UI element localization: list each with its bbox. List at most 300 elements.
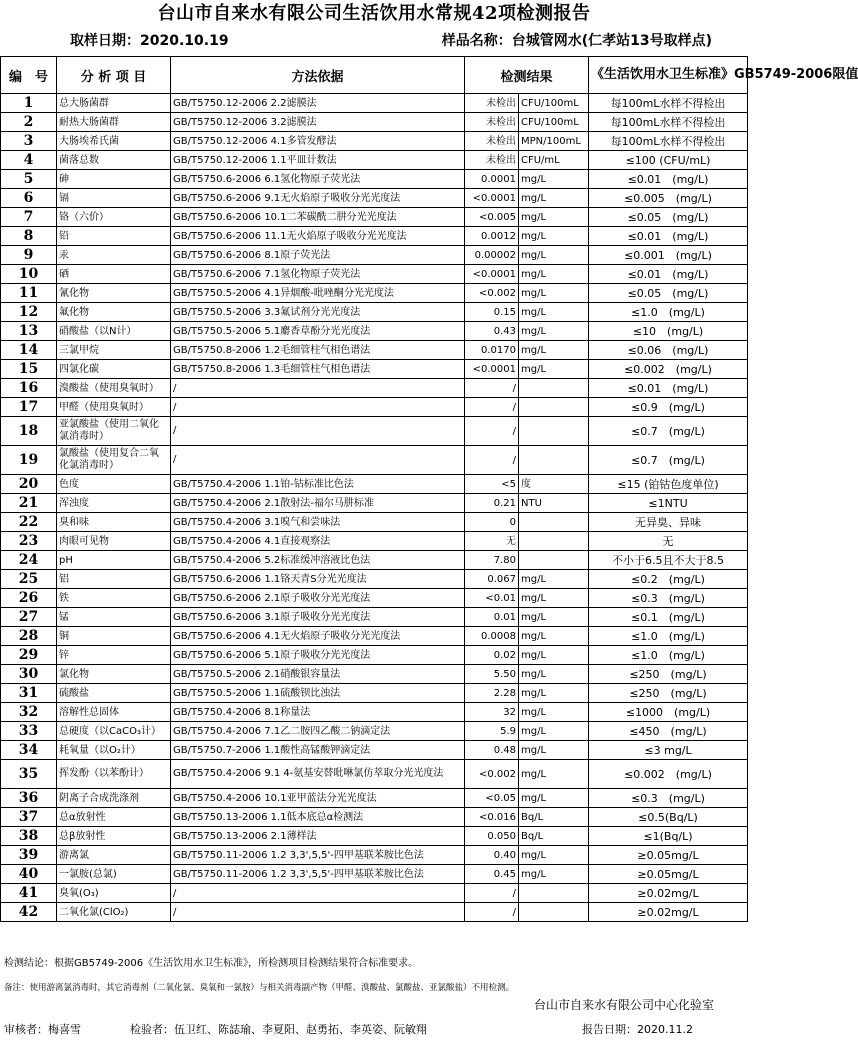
row-unit: mg/L — [519, 341, 589, 360]
row-standard: 无 — [589, 532, 748, 551]
row-number: 21 — [1, 494, 57, 513]
row-item: 耐热大肠菌群 — [57, 113, 171, 132]
row-result: / — [465, 379, 519, 398]
row-unit — [519, 398, 589, 417]
row-method: GB/T5750.4-2006 7.1乙二胺四乙酸二钠滴定法 — [171, 722, 465, 741]
row-method: GB/T5750.6-2006 9.1无火焰原子吸收分光光度法 — [171, 189, 465, 208]
row-number: 13 — [1, 322, 57, 341]
inspectors: 检验者：伍卫红、陈誌瑜、李夏阳、赵勇拓、李英姿、阮敏翔 — [130, 1023, 427, 1036]
row-standard: ≤1000 (mg/L) — [589, 703, 748, 722]
row-standard: ≤15 (铂钴色度单位) — [589, 475, 748, 494]
row-number: 34 — [1, 741, 57, 760]
row-item: 三氯甲烷 — [57, 341, 171, 360]
table-row — [1, 322, 748, 341]
row-number: 18 — [1, 417, 57, 446]
table-row — [1, 246, 748, 265]
row-item: 氰化物 — [57, 284, 171, 303]
row-standard: 无异臭、异味 — [589, 513, 748, 532]
row-unit: mg/L — [519, 170, 589, 189]
row-method: GB/T5750.6-2006 3.1原子吸收分光光度法 — [171, 608, 465, 627]
table-row — [1, 532, 748, 551]
row-item: pH — [57, 551, 171, 570]
row-result: <0.0001 — [465, 265, 519, 284]
row-method: GB/T5750.4-2006 10.1亚甲蓝法分光光度法 — [171, 789, 465, 808]
row-standard: ≤0.001 (mg/L) — [589, 246, 748, 265]
table-row — [1, 303, 748, 322]
row-item: 一氯胺(总氯) — [57, 865, 171, 884]
row-item: 耗氧量（以O₂计） — [57, 741, 171, 760]
row-item: 锰 — [57, 608, 171, 627]
row-result: / — [465, 884, 519, 903]
row-result: <0.016 — [465, 808, 519, 827]
row-number: 17 — [1, 398, 57, 417]
row-number: 4 — [1, 151, 57, 170]
row-standard: ≤0.5(Bq/L) — [589, 808, 748, 827]
row-number: 2 — [1, 113, 57, 132]
row-number: 25 — [1, 570, 57, 589]
row-result: / — [465, 446, 519, 475]
row-result: 0.21 — [465, 494, 519, 513]
row-number: 36 — [1, 789, 57, 808]
row-unit: 度 — [519, 475, 589, 494]
row-number: 1 — [1, 94, 57, 113]
row-result: 0 — [465, 513, 519, 532]
row-result: 未检出 — [465, 151, 519, 170]
row-result: 0.40 — [465, 846, 519, 865]
row-standard: ≤100 (CFU/mL) — [589, 151, 748, 170]
note-text: 备注：使用游离氯消毒时，其它消毒剂（二氧化氯、臭氧和一氯胺）与相关消毒副产物（甲醛、溴酸盐、氯酸盐、亚氯酸盐）不用检测。 — [4, 983, 515, 993]
row-standard: ≤0.3 (mg/L) — [589, 589, 748, 608]
row-result: <0.005 — [465, 208, 519, 227]
header-method: 方法依据 — [171, 57, 465, 94]
row-unit — [519, 379, 589, 398]
row-standard: ≥0.05mg/L — [589, 846, 748, 865]
row-result: 0.43 — [465, 322, 519, 341]
row-unit: Bq/L — [519, 808, 589, 827]
row-standard: ≤250 (mg/L) — [589, 684, 748, 703]
row-unit: mg/L — [519, 322, 589, 341]
row-number: 32 — [1, 703, 57, 722]
row-item: 铝 — [57, 570, 171, 589]
row-result: <0.05 — [465, 789, 519, 808]
row-number: 5 — [1, 170, 57, 189]
row-item: 汞 — [57, 246, 171, 265]
row-standard: ≤3 mg/L — [589, 741, 748, 760]
table-row — [1, 760, 748, 789]
table-row — [1, 608, 748, 627]
row-standard: ≤0.06 (mg/L) — [589, 341, 748, 360]
row-item: 二氧化氯(ClO₂) — [57, 903, 171, 922]
row-standard: 不小于6.5且不大于8.5 — [589, 551, 748, 570]
row-number: 23 — [1, 532, 57, 551]
row-item: 总硬度（以CaCO₃计） — [57, 722, 171, 741]
table-row — [1, 132, 748, 151]
table-row — [1, 722, 748, 741]
row-unit — [519, 417, 589, 446]
table-row — [1, 284, 748, 303]
row-number: 9 — [1, 246, 57, 265]
row-result: 0.0170 — [465, 341, 519, 360]
row-result: <0.0001 — [465, 189, 519, 208]
row-standard: 每100mL水样不得检出 — [589, 113, 748, 132]
row-method: GB/T5750.6-2006 4.1无火焰原子吸收分光光度法 — [171, 627, 465, 646]
row-method: GB/T5750.6-2006 11.1无火焰原子吸收分光光度法 — [171, 227, 465, 246]
row-item: 四氯化碳 — [57, 360, 171, 379]
row-item: 游离氯 — [57, 846, 171, 865]
table-row — [1, 379, 748, 398]
row-method: GB/T5750.4-2006 8.1称量法 — [171, 703, 465, 722]
row-result: 未检出 — [465, 113, 519, 132]
table-row — [1, 398, 748, 417]
row-unit: Bq/L — [519, 827, 589, 846]
row-method: GB/T5750.8-2006 1.3毛细管柱气相色谱法 — [171, 360, 465, 379]
row-unit: mg/L — [519, 722, 589, 741]
row-standard: ≤0.002 (mg/L) — [589, 760, 748, 789]
table-row — [1, 151, 748, 170]
row-unit: mg/L — [519, 265, 589, 284]
row-item: 硝酸盐（以N计） — [57, 322, 171, 341]
row-unit: mg/L — [519, 189, 589, 208]
row-item: 锌 — [57, 646, 171, 665]
row-unit: mg/L — [519, 665, 589, 684]
row-item: 亚氯酸盐（使用二氧化氯消毒时） — [57, 417, 171, 446]
row-unit: mg/L — [519, 227, 589, 246]
row-item: 总β放射性 — [57, 827, 171, 846]
row-standard: ≤0.1 (mg/L) — [589, 608, 748, 627]
table-row — [1, 884, 748, 903]
table-row — [1, 570, 748, 589]
row-method: / — [171, 379, 465, 398]
table-row — [1, 551, 748, 570]
row-method: GB/T5750.7-2006 1.1酸性高锰酸钾滴定法 — [171, 741, 465, 760]
row-standard: ≤1(Bq/L) — [589, 827, 748, 846]
row-number: 8 — [1, 227, 57, 246]
row-unit: mg/L — [519, 208, 589, 227]
table-row — [1, 94, 748, 113]
row-method: GB/T5750.12-2006 1.1平皿计数法 — [171, 151, 465, 170]
row-unit: mg/L — [519, 284, 589, 303]
row-result: 0.0012 — [465, 227, 519, 246]
table-row — [1, 513, 748, 532]
row-standard: ≤0.3 (mg/L) — [589, 789, 748, 808]
row-result: 0.15 — [465, 303, 519, 322]
row-unit: CFU/100mL — [519, 113, 589, 132]
row-result: <0.002 — [465, 284, 519, 303]
row-unit — [519, 903, 589, 922]
results-table — [0, 56, 858, 922]
row-method: / — [171, 417, 465, 446]
row-method: GB/T5750.5-2006 4.1异烟酸-吡唑酮分光光度法 — [171, 284, 465, 303]
row-standard: ≤250 (mg/L) — [589, 665, 748, 684]
table-row — [1, 208, 748, 227]
row-standard: ≤0.01 (mg/L) — [589, 265, 748, 284]
row-number: 41 — [1, 884, 57, 903]
row-number: 11 — [1, 284, 57, 303]
row-method: GB/T5750.12-2006 4.1多管发酵法 — [171, 132, 465, 151]
row-unit: mg/L — [519, 360, 589, 379]
row-item: 菌落总数 — [57, 151, 171, 170]
row-method: GB/T5750.4-2006 3.1嗅气和尝味法 — [171, 513, 465, 532]
row-unit: CFU/100mL — [519, 94, 589, 113]
row-unit — [519, 551, 589, 570]
row-number: 26 — [1, 589, 57, 608]
row-number: 15 — [1, 360, 57, 379]
row-method: / — [171, 398, 465, 417]
row-item: 总大肠菌群 — [57, 94, 171, 113]
row-number: 27 — [1, 608, 57, 627]
row-unit: mg/L — [519, 246, 589, 265]
row-method: GB/T5750.11-2006 1.2 3,3',5,5'-四甲基联苯胺比色法 — [171, 865, 465, 884]
row-number: 29 — [1, 646, 57, 665]
row-method: GB/T5750.4-2006 5.2标准缓冲溶液比色法 — [171, 551, 465, 570]
row-result: 7.80 — [465, 551, 519, 570]
row-result: 0.067 — [465, 570, 519, 589]
row-standard: ≤1.0 (mg/L) — [589, 303, 748, 322]
row-unit: mg/L — [519, 646, 589, 665]
row-number: 16 — [1, 379, 57, 398]
row-standard: ≤1.0 (mg/L) — [589, 646, 748, 665]
row-unit: mg/L — [519, 589, 589, 608]
row-result: 无 — [465, 532, 519, 551]
sample-name: 样品名称：台城管网水(仁孝站13号取样点) — [441, 33, 712, 49]
row-result: <0.0001 — [465, 360, 519, 379]
row-number: 22 — [1, 513, 57, 532]
row-result: 0.050 — [465, 827, 519, 846]
row-method: GB/T5750.6-2006 6.1氢化物原子荧光法 — [171, 170, 465, 189]
row-standard: 每100mL水样不得检出 — [589, 132, 748, 151]
row-number: 39 — [1, 846, 57, 865]
row-number: 38 — [1, 827, 57, 846]
table-row — [1, 341, 748, 360]
reviewer: 审核者：梅喜雪 — [4, 1023, 81, 1036]
row-number: 10 — [1, 265, 57, 284]
row-number: 37 — [1, 808, 57, 827]
row-number: 19 — [1, 446, 57, 475]
table-row — [1, 665, 748, 684]
row-method: / — [171, 884, 465, 903]
row-standard: ≤0.01 (mg/L) — [589, 170, 748, 189]
row-method: GB/T5750.11-2006 1.2 3,3',5,5'-四甲基联苯胺比色法 — [171, 846, 465, 865]
table-body — [1, 94, 748, 922]
row-method: GB/T5750.5-2006 2.1硝酸银容量法 — [171, 665, 465, 684]
row-item: 镉 — [57, 189, 171, 208]
table-row — [1, 446, 748, 475]
row-unit: MPN/100mL — [519, 132, 589, 151]
row-unit: mg/L — [519, 865, 589, 884]
row-item: 铜 — [57, 627, 171, 646]
row-unit: CFU/mL — [519, 151, 589, 170]
row-item: 溶解性总固体 — [57, 703, 171, 722]
row-item: 肉眼可见物 — [57, 532, 171, 551]
row-method: GB/T5750.6-2006 10.1二苯碳酰二肼分光光度法 — [171, 208, 465, 227]
row-method: GB/T5750.8-2006 1.2毛细管柱气相色谱法 — [171, 341, 465, 360]
row-standard: ≥0.02mg/L — [589, 884, 748, 903]
row-result: <5 — [465, 475, 519, 494]
conclusion-text: 检测结论：根据GB5749-2006《生活饮用水卫生标准》，所检测项目检测结果符合标准要求。 — [4, 958, 419, 969]
row-number: 3 — [1, 132, 57, 151]
row-item: 溴酸盐（使用臭氧时） — [57, 379, 171, 398]
row-result: 未检出 — [465, 94, 519, 113]
row-number: 12 — [1, 303, 57, 322]
row-item: 氯酸盐（使用复合二氧化氯消毒时） — [57, 446, 171, 475]
row-number: 28 — [1, 627, 57, 646]
table-row — [1, 113, 748, 132]
row-number: 7 — [1, 208, 57, 227]
row-method: / — [171, 446, 465, 475]
table-row — [1, 475, 748, 494]
row-standard: ≤1.0 (mg/L) — [589, 627, 748, 646]
row-method: GB/T5750.6-2006 2.1原子吸收分光光度法 — [171, 589, 465, 608]
row-item: 硒 — [57, 265, 171, 284]
table-row — [1, 265, 748, 284]
row-item: 甲醛（使用臭氧时） — [57, 398, 171, 417]
row-result: 2.28 — [465, 684, 519, 703]
table-row — [1, 417, 748, 446]
row-item: 氟化物 — [57, 303, 171, 322]
header-num: 编 号 — [1, 57, 57, 94]
row-standard: ≤0.7 (mg/L) — [589, 446, 748, 475]
row-item: 臭氧(O₃) — [57, 884, 171, 903]
row-item: 砷 — [57, 170, 171, 189]
row-result: 0.00002 — [465, 246, 519, 265]
row-unit: mg/L — [519, 789, 589, 808]
row-unit — [519, 884, 589, 903]
row-item: 臭和味 — [57, 513, 171, 532]
row-standard: ≤0.01 (mg/L) — [589, 227, 748, 246]
row-standard: ≤0.9 (mg/L) — [589, 398, 748, 417]
row-result: / — [465, 417, 519, 446]
row-item: 铬（六价） — [57, 208, 171, 227]
row-number: 6 — [1, 189, 57, 208]
table-row — [1, 808, 748, 827]
header-result: 检测结果 — [465, 57, 589, 94]
row-result: 5.50 — [465, 665, 519, 684]
row-number: 35 — [1, 760, 57, 789]
row-unit — [519, 513, 589, 532]
row-standard: ≤0.05 (mg/L) — [589, 284, 748, 303]
row-standard: ≤0.7 (mg/L) — [589, 417, 748, 446]
row-result: 未检出 — [465, 132, 519, 151]
row-result: 0.0008 — [465, 627, 519, 646]
table-row — [1, 589, 748, 608]
row-method: GB/T5750.4-2006 1.1铂-钴标准比色法 — [171, 475, 465, 494]
table-row — [1, 827, 748, 846]
row-number: 31 — [1, 684, 57, 703]
row-result: <0.002 — [465, 760, 519, 789]
row-method: GB/T5750.12-2006 3.2滤膜法 — [171, 113, 465, 132]
table-row — [1, 627, 748, 646]
row-number: 42 — [1, 903, 57, 922]
row-result: 0.48 — [465, 741, 519, 760]
row-result: 0.0001 — [465, 170, 519, 189]
row-result: 0.02 — [465, 646, 519, 665]
row-result: 0.01 — [465, 608, 519, 627]
row-number: 40 — [1, 865, 57, 884]
row-unit — [519, 532, 589, 551]
row-result: 32 — [465, 703, 519, 722]
table-row — [1, 789, 748, 808]
table-row — [1, 865, 748, 884]
row-method: / — [171, 903, 465, 922]
row-item: 总α放射性 — [57, 808, 171, 827]
row-method: GB/T5750.5-2006 3.3氟试剂分光光度法 — [171, 303, 465, 322]
header-item: 分 析 项 目 — [57, 57, 171, 94]
row-standard: ≤450 (mg/L) — [589, 722, 748, 741]
lab-name: 台山市自来水有限公司中心化验室 — [533, 998, 714, 1012]
report-title: 台山市自来水有限公司生活饮用水常规42项检测报告 — [157, 3, 591, 24]
row-standard: ≤10 (mg/L) — [589, 322, 748, 341]
row-method: GB/T5750.4-2006 2.1散射法-福尔马肼标准 — [171, 494, 465, 513]
table-row — [1, 846, 748, 865]
table-row — [1, 741, 748, 760]
table-row — [1, 227, 748, 246]
row-method: GB/T5750.6-2006 7.1氢化物原子荧光法 — [171, 265, 465, 284]
report-date: 报告日期：2020.11.2 — [582, 1023, 693, 1036]
row-item: 阴离子合成洗涤剂 — [57, 789, 171, 808]
row-unit: mg/L — [519, 684, 589, 703]
row-item: 挥发酚（以苯酚计） — [57, 760, 171, 789]
row-item: 铅 — [57, 227, 171, 246]
table-row — [1, 189, 748, 208]
row-item: 氯化物 — [57, 665, 171, 684]
row-number: 24 — [1, 551, 57, 570]
table-row — [1, 646, 748, 665]
row-unit: mg/L — [519, 627, 589, 646]
row-standard: ≤0.002 (mg/L) — [589, 360, 748, 379]
row-method: GB/T5750.5-2006 5.1麝香草酚分光光度法 — [171, 322, 465, 341]
row-standard: ≤0.2 (mg/L) — [589, 570, 748, 589]
row-unit: NTU — [519, 494, 589, 513]
row-result: / — [465, 903, 519, 922]
row-method: GB/T5750.4-2006 9.1 4-氨基安替吡啉氯仿萃取分光光度法 — [171, 760, 465, 789]
row-method: GB/T5750.6-2006 8.1原子荧光法 — [171, 246, 465, 265]
row-standard: ≤0.05 (mg/L) — [589, 208, 748, 227]
table-row — [1, 494, 748, 513]
row-unit: mg/L — [519, 703, 589, 722]
table-header-row — [1, 57, 748, 94]
row-item: 硫酸盐 — [57, 684, 171, 703]
table-row — [1, 903, 748, 922]
row-result: / — [465, 398, 519, 417]
row-unit: mg/L — [519, 570, 589, 589]
row-number: 14 — [1, 341, 57, 360]
row-number: 33 — [1, 722, 57, 741]
row-item: 大肠埃希氏菌 — [57, 132, 171, 151]
row-result: 0.45 — [465, 865, 519, 884]
row-method: GB/T5750.13-2006 2.1薄样法 — [171, 827, 465, 846]
row-unit: mg/L — [519, 741, 589, 760]
table-row — [1, 684, 748, 703]
row-item: 铁 — [57, 589, 171, 608]
row-standard: ≥0.02mg/L — [589, 903, 748, 922]
row-method: GB/T5750.6-2006 1.1铬天青S分光光度法 — [171, 570, 465, 589]
row-standard: ≤0.01 (mg/L) — [589, 379, 748, 398]
row-result: <0.01 — [465, 589, 519, 608]
row-unit: mg/L — [519, 846, 589, 865]
row-standard: ≤1NTU — [589, 494, 748, 513]
row-item: 色度 — [57, 475, 171, 494]
row-unit — [519, 446, 589, 475]
row-unit: mg/L — [519, 303, 589, 322]
row-method: GB/T5750.13-2006 1.1低本底总α检测法 — [171, 808, 465, 827]
table-row — [1, 170, 748, 189]
row-number: 20 — [1, 475, 57, 494]
row-result: 5.9 — [465, 722, 519, 741]
sample-date: 取样日期：2020.10.19 — [70, 33, 229, 49]
row-unit: mg/L — [519, 760, 589, 789]
row-method: GB/T5750.4-2006 4.1直接观察法 — [171, 532, 465, 551]
row-number: 30 — [1, 665, 57, 684]
